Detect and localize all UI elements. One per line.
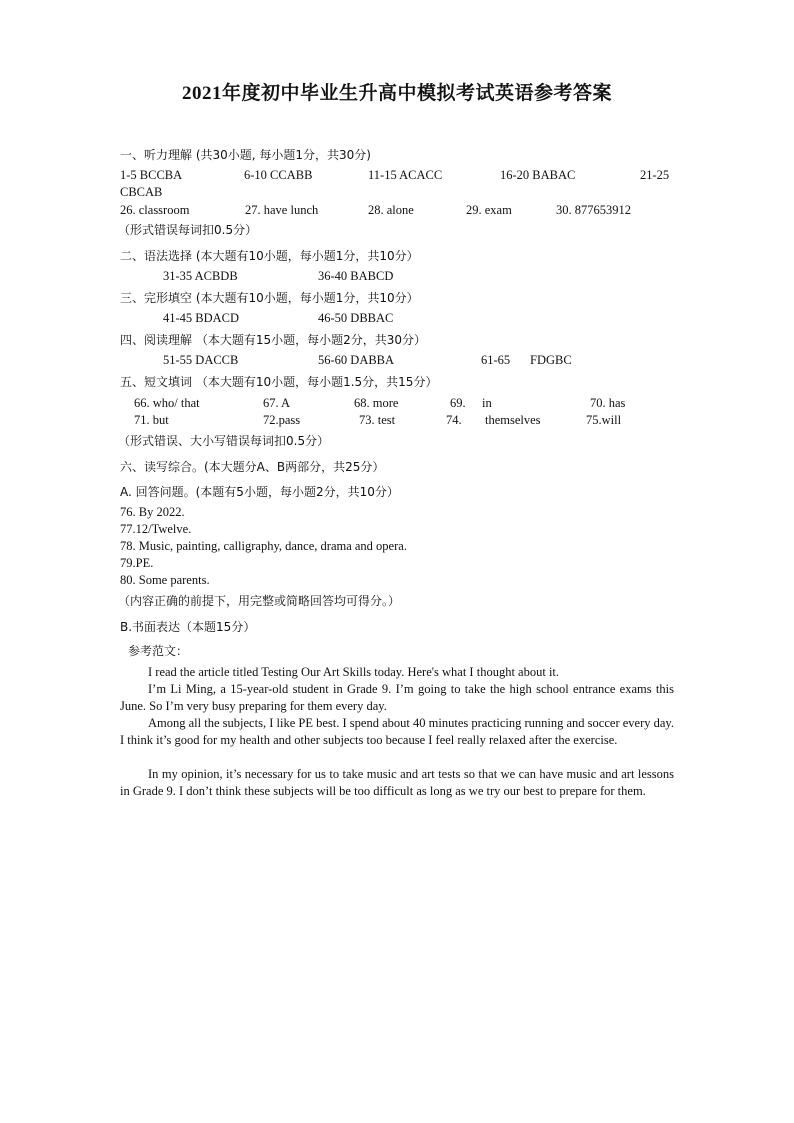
s5-answer-75: 75.will [586, 413, 622, 427]
s3-answer-46-50: 46-50 DBBAC [318, 311, 394, 325]
section-1-heading: 一、听力理解 (共30小题, 每小题1分，共30分) [120, 148, 371, 162]
s5-answer-69-label: 69. [450, 396, 466, 410]
essay-paragraph-1: I read the article titled Testing Our Art Skills today. Here's what I thought about it. [148, 665, 560, 679]
s2-answer-31-35: 31-35 ACBDB [163, 269, 238, 283]
s5-answer-66: 66. who/ that [134, 396, 200, 410]
s4-answer-61-65-label: 61-65 [481, 353, 511, 367]
s2-answer-36-40: 36-40 BABCD [318, 269, 394, 283]
section-2-heading: 二、语法选择 (本大题有10小题，每小题1分，共10分） [120, 249, 419, 263]
sample-essay-label: 参考范文： [128, 644, 189, 658]
s4-answer-56-60: 56-60 DABBA [318, 353, 395, 367]
s1-answer-26: 26. classroom [120, 203, 190, 217]
s6-answer-80: 80. Some parents. [120, 573, 210, 587]
s1-answer-30: 30. 877653912 [556, 203, 631, 217]
s1-answer-28: 28. alone [368, 203, 414, 217]
s1-answer-6-10: 6-10 CCABB [244, 168, 313, 182]
s6-part-b-heading: B.书面表达（本题15分） [120, 620, 256, 634]
s4-answer-51-55: 51-55 DACCB [163, 353, 239, 367]
s1-answer-16-20: 16-20 BABAC [500, 168, 576, 182]
s5-answer-70: 70. has [590, 396, 626, 410]
s1-answer-29: 29. exam [466, 203, 512, 217]
s5-answer-74: themselves [485, 413, 541, 427]
s1-answer-21-25-wrap: CBCAB [120, 185, 163, 199]
s6-answer-77: 77.12/Twelve. [120, 522, 192, 536]
s6-answer-78: 78. Music, painting, calligraphy, dance, drama and opera. [120, 539, 407, 553]
page-title: 2021年度初中毕业生升高中模拟考试英语参考答案 [181, 83, 612, 104]
section-3-heading: 三、完形填空 (本大题有10小题，每小题1分，共10分） [120, 291, 419, 305]
s5-answer-67: 67. A [263, 396, 291, 410]
s5-answer-69: in [482, 396, 492, 410]
s5-answer-73: 73. test [359, 413, 396, 427]
s4-answer-61-65: FDGBC [530, 353, 572, 367]
s6-part-a-heading: A. 回答问题。(本题有5小题，每小题2分，共10分） [120, 485, 399, 499]
section-6-heading: 六、读写综合。(本大题分A、B两部分，共25分） [120, 460, 385, 474]
s5-answer-72: 72.pass [263, 413, 301, 427]
s5-answer-74-label: 74. [446, 413, 462, 427]
s6-part-a-note: （内容正确的前提下，用完整或简略回答均可得分。） [118, 594, 401, 608]
s1-note: （形式错误每词扣0.5分） [118, 223, 258, 237]
s6-answer-76: 76. By 2022. [120, 505, 185, 519]
s5-answer-71: 71. but [134, 413, 169, 427]
essay-paragraph-3: Among all the subjects, I like PE best. I spend about 40 minutes practicing running and soccer every day. I think it’s good for my health and other subjects too because I feel really relaxed after the exercise. [120, 716, 674, 747]
s6-answer-79: 79.PE. [120, 556, 154, 570]
section-5-heading: 五、短文填词 （本大题有10小题，每小题1.5分，共15分） [120, 375, 438, 389]
section-4-heading: 四、阅读理解 （本大题有15小题，每小题2分，共30分） [120, 333, 426, 347]
s5-note: （形式错误、大小写错误每词扣0.5分） [118, 434, 330, 448]
essay-paragraph-2: I’m Li Ming, a 15-year-old student in Grade 9. I’m going to take the high school entrance exams this June. So I’m very busy preparing for them every day. [120, 682, 674, 713]
essay-paragraph-4: In my opinion, it’s necessary for us to take music and art tests so that we can have music and art lessons in Grade 9. I don’t think these subjects will be too difficult as long as we try our best to prepare for them. [120, 767, 674, 798]
s3-answer-41-45: 41-45 BDACD [163, 311, 240, 325]
s5-answer-68: 68. more [354, 396, 399, 410]
s1-answer-27: 27. have lunch [245, 203, 319, 217]
s1-answer-11-15: 11-15 ACACC [368, 168, 443, 182]
s1-answer-21-25-label: 21-25 [640, 168, 670, 182]
s1-answer-1-5: 1-5 BCCBA [120, 168, 183, 182]
